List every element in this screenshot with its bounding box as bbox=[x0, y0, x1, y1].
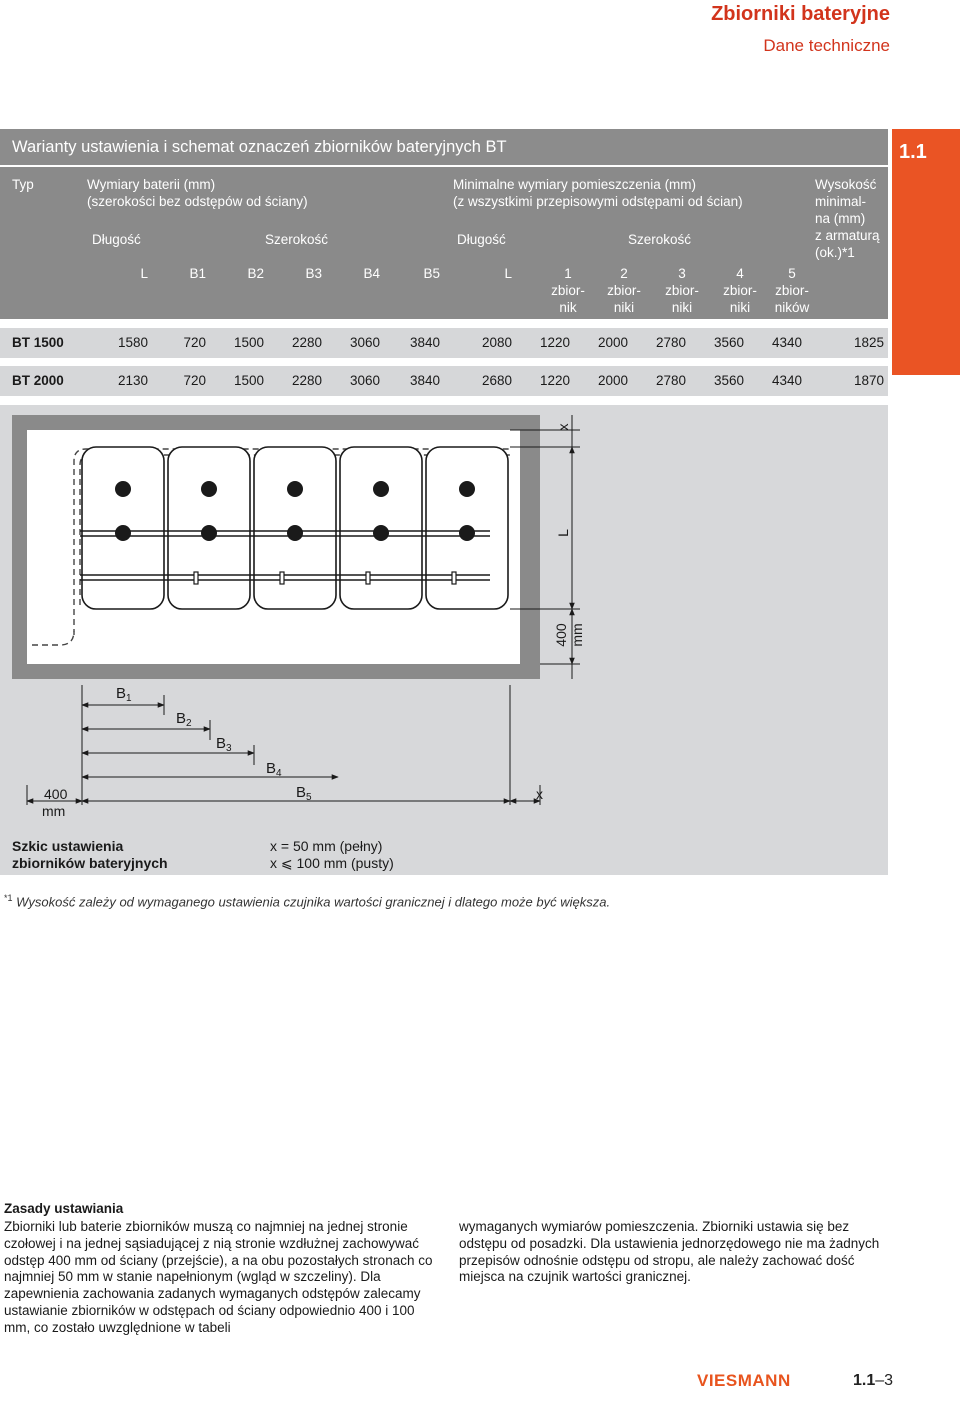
group1-line1: Wymiary baterii (mm) bbox=[87, 177, 216, 192]
x-note-empty: x ⩽ 100 mm (pusty) bbox=[270, 855, 394, 871]
table-cell: 2780 bbox=[655, 373, 686, 388]
table-cell: 720 bbox=[183, 373, 206, 388]
table-cell: 2680 bbox=[481, 373, 512, 388]
x-note-full: x = 50 mm (pełny) bbox=[270, 838, 383, 854]
body-column-1: Zbiorniki lub baterie zbiorników muszą co najmniej na jednej stronie czołowej i na jednej sąsiadującej z nią stronie wzdłużnej zachowywać odstęp 400 mm od ściany (przejście), a na obu pozostałych stronach co najmniej 50 mm w stanie napełnionym (wgląd w szczeliny). Dla zapewnienia zachowania zadanych wymaganych odstępów zalecamy ustawianie zbiorników w odstępach od ściany odpowiednio 400 i 100 mm, co zostało uwzględnione w tabeli bbox=[4, 1219, 433, 1335]
dim-label: B2 bbox=[247, 266, 264, 281]
table-cell: 720 bbox=[183, 335, 206, 350]
table-cell: 1220 bbox=[539, 373, 570, 388]
brand-logo: VIESMANN bbox=[697, 1371, 791, 1390]
sub-dlugosc-1: Długość bbox=[92, 232, 141, 247]
chapter-label: 1.1 bbox=[899, 141, 927, 163]
dim-label: B4 bbox=[363, 266, 380, 281]
table-cell: 2280 bbox=[291, 373, 322, 388]
chapter-tab bbox=[892, 129, 960, 375]
dim-label: L bbox=[504, 266, 512, 281]
b3-label: $B_3$ bbox=[216, 735, 232, 754]
row-name: BT 2000 bbox=[12, 373, 64, 388]
dim-gap-value: 400 bbox=[553, 623, 569, 647]
section-title: Warianty ustawienia i schemat oznaczeń zbiorników bateryjnych BT bbox=[12, 138, 507, 156]
b2-label: $B_2$ bbox=[176, 710, 192, 729]
page-title: Zbiorniki bateryjne bbox=[711, 3, 890, 25]
table-cell: 2130 bbox=[117, 373, 148, 388]
b4-label: $B_4$ bbox=[266, 760, 282, 779]
table-cell: 1220 bbox=[539, 335, 570, 350]
tank-count-3: 3 zbior- niki bbox=[665, 266, 699, 315]
table-cell: 1500 bbox=[233, 335, 264, 350]
page-subtitle: Dane techniczne bbox=[763, 36, 890, 55]
table-cell: 3840 bbox=[409, 373, 440, 388]
body-column-2: wymaganych wymiarów pomieszczenia. Zbiorniki ustawia się bez odstępu od posadzki. Dla ustawienia jednorzędowego nie ma żadnych przepisów odnośnie odstępu od stropu, ale należy zachować dość miejsca na czujnik wartości granicznej. bbox=[459, 1219, 880, 1285]
dim-label: B3 bbox=[305, 266, 322, 281]
tank-count-5: 5 zbior- ników bbox=[774, 266, 810, 315]
dim-l-label: L bbox=[555, 529, 571, 537]
group1-line2: (szerokości bez odstępów od ściany) bbox=[87, 194, 308, 209]
table-cell: 3560 bbox=[713, 335, 744, 350]
table-cell: 3560 bbox=[713, 373, 744, 388]
sub-dlugosc-2: Długość bbox=[457, 232, 506, 247]
sub-szerokosc-1: Szerokość bbox=[265, 232, 329, 247]
page-number: 1.1–3 bbox=[853, 1372, 894, 1389]
table-cell: 4340 bbox=[771, 335, 802, 350]
battery-layout-sketch bbox=[0, 405, 888, 875]
table-cell: 1870 bbox=[853, 373, 884, 388]
table-cell: 1825 bbox=[853, 335, 884, 350]
b1-label: $B_1$ bbox=[116, 685, 132, 704]
bottom-gap-value: 400 bbox=[44, 786, 68, 802]
table-cell: 3840 bbox=[409, 335, 440, 350]
b5-label: $B_5$ bbox=[296, 784, 312, 803]
table-cell: 3060 bbox=[349, 335, 380, 350]
table-cell: 1500 bbox=[233, 373, 264, 388]
dim-label: B5 bbox=[423, 266, 440, 281]
b-dimension-lines bbox=[27, 685, 540, 805]
row-name: BT 1500 bbox=[12, 335, 64, 350]
table-cell: 1580 bbox=[117, 335, 148, 350]
dim-x-label: x bbox=[555, 423, 571, 431]
table-cell: 4340 bbox=[771, 373, 802, 388]
table-cell: 2000 bbox=[597, 373, 628, 388]
col-typ: Typ bbox=[12, 177, 34, 192]
tank-count-4: 4 zbior- niki bbox=[723, 266, 757, 315]
group2-line1: Minimalne wymiary pomieszczenia (mm) bbox=[453, 177, 697, 192]
table-cell: 2000 bbox=[597, 335, 628, 350]
footnote: $^{*1}$ Wysokość zależy od wymaganego ustawienia czujnika wartości granicznej i dlatego może być większa. bbox=[4, 893, 611, 910]
dim-label: L bbox=[140, 266, 148, 281]
body-heading: Zasady ustawiania bbox=[4, 1201, 124, 1216]
table-cell: 2780 bbox=[655, 335, 686, 350]
dim-label: B1 bbox=[189, 266, 206, 281]
table-cell: 3060 bbox=[349, 373, 380, 388]
dim-gap-unit: mm bbox=[569, 623, 585, 647]
tank-count-2: 2 zbior- niki bbox=[607, 266, 641, 315]
table-cell: 2080 bbox=[481, 335, 512, 350]
bottom-x-label: x bbox=[536, 786, 543, 802]
bottom-gap-unit: mm bbox=[42, 803, 66, 819]
table-cell: 2280 bbox=[291, 335, 322, 350]
sub-szerokosc-2: Szerokość bbox=[628, 232, 692, 247]
sketch-caption: Szkic ustawienia zbiorników bateryjnych bbox=[12, 838, 168, 871]
tank-count-1: 1 zbior- nik bbox=[551, 266, 585, 315]
group2-line2: (z wszystkimi przepisowymi odstępami od ścian) bbox=[453, 194, 743, 209]
